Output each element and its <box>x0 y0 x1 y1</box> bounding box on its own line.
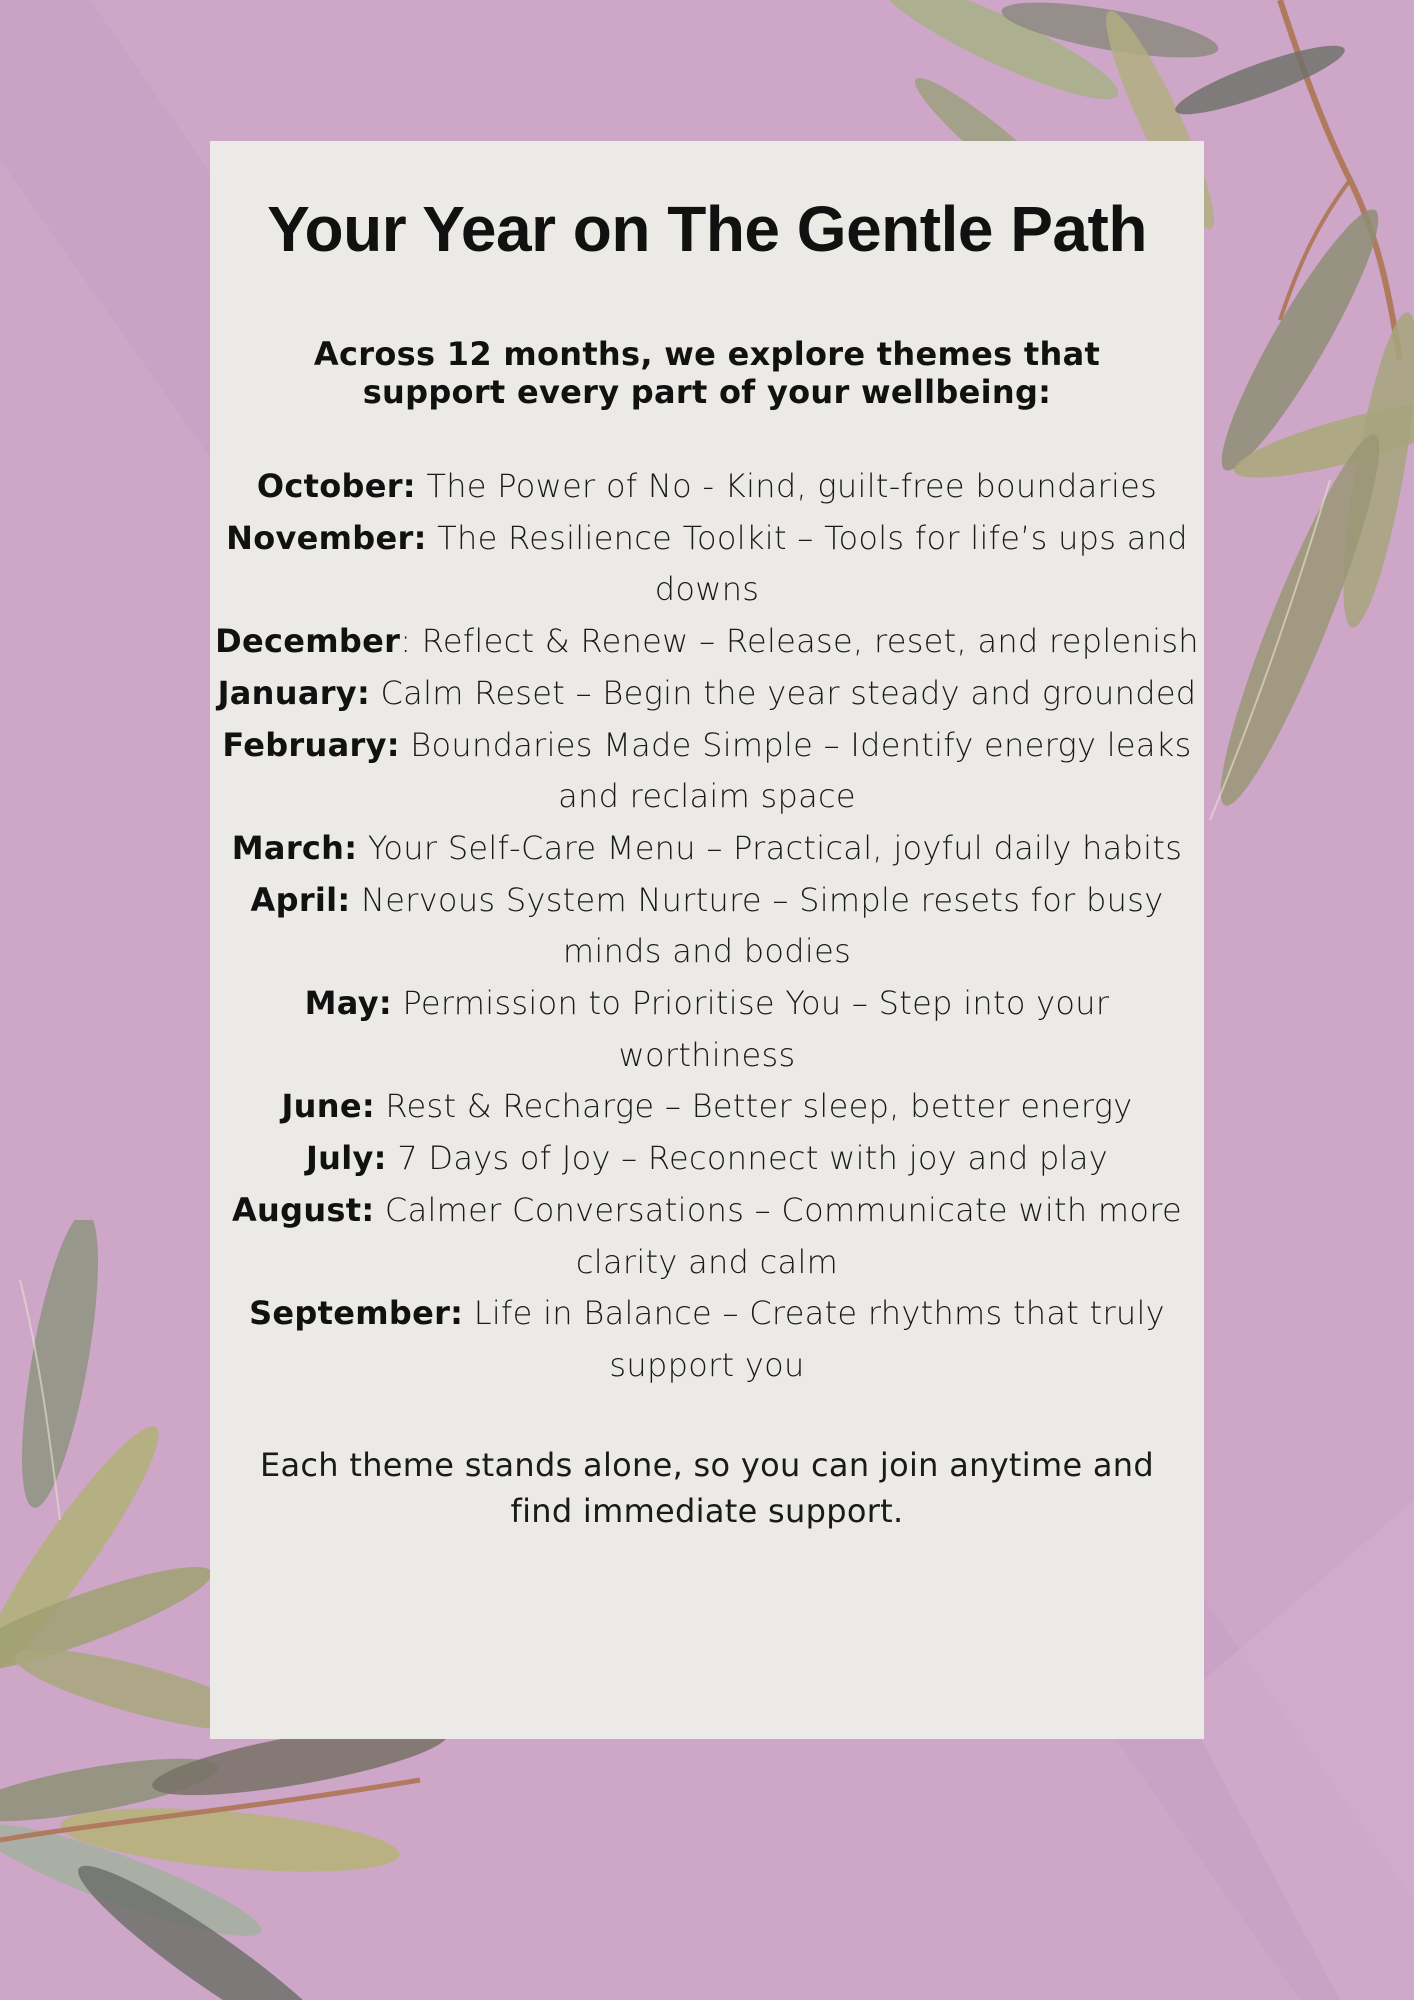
month-name: November: <box>226 518 427 557</box>
month-theme: Calmer Conversations – Communicate with more clarity and calm <box>374 1190 1183 1281</box>
list-item <box>214 513 1200 616</box>
list-item <box>214 1081 1200 1133</box>
month-name: May: <box>304 984 392 1023</box>
closing-text: Each theme stands alone, so you can join anytime and find immediate support. <box>259 1445 1155 1530</box>
page-title: Your Year on The Gentle Path <box>267 193 1147 265</box>
month-name: February: <box>222 725 400 764</box>
list-item <box>214 1288 1200 1391</box>
month-theme: Permission to Prioritise You – Step into your worthiness <box>391 984 1110 1074</box>
list-item <box>214 875 1200 978</box>
month-theme: Calm Reset – Begin the year steady and grounded <box>370 673 1197 712</box>
month-name: June: <box>281 1087 375 1126</box>
list-item <box>214 1185 1200 1288</box>
month-name: August: <box>231 1190 375 1229</box>
month-theme: : Reflect & Renew – Release, reset, and replenish <box>400 622 1199 661</box>
list-item <box>214 461 1200 513</box>
list-item <box>214 1133 1200 1185</box>
month-theme: Your Self-Care Menu – Practical, joyful daily habits <box>357 828 1183 867</box>
list-item <box>214 978 1200 1081</box>
month-theme: Rest & Recharge – Better sleep, better energy <box>374 1087 1133 1126</box>
month-name: October: <box>256 467 416 505</box>
months-list <box>210 461 1204 1392</box>
content-card <box>210 141 1204 1739</box>
month-name: December <box>215 622 401 661</box>
list-item <box>214 668 1200 720</box>
intro-text: Across 12 months, we explore themes that support every part of your wellbeing: <box>313 335 1101 411</box>
month-name: September: <box>249 1294 464 1333</box>
month-theme: Life in Balance – Create rhythms that truly support you <box>463 1294 1165 1384</box>
month-theme: The Power of No - Kind, guilt-free boundaries <box>415 467 1158 505</box>
month-theme: The Resilience Toolkit – Tools for life’s ups and downs <box>426 518 1188 609</box>
month-name: January: <box>217 673 371 712</box>
month-theme: Nervous System Nurture – Simple resets for busy minds and bodies <box>350 880 1164 971</box>
month-theme: 7 Days of Joy – Reconnect with joy and play <box>386 1139 1109 1178</box>
list-item <box>214 720 1200 823</box>
list-item <box>214 616 1200 668</box>
month-name: April: <box>250 880 351 919</box>
month-theme: Boundaries Made Simple – Identify energy leaks and reclaim space <box>399 725 1192 816</box>
month-name: July: <box>305 1139 387 1178</box>
list-item <box>214 823 1200 875</box>
month-name: March: <box>231 828 358 867</box>
